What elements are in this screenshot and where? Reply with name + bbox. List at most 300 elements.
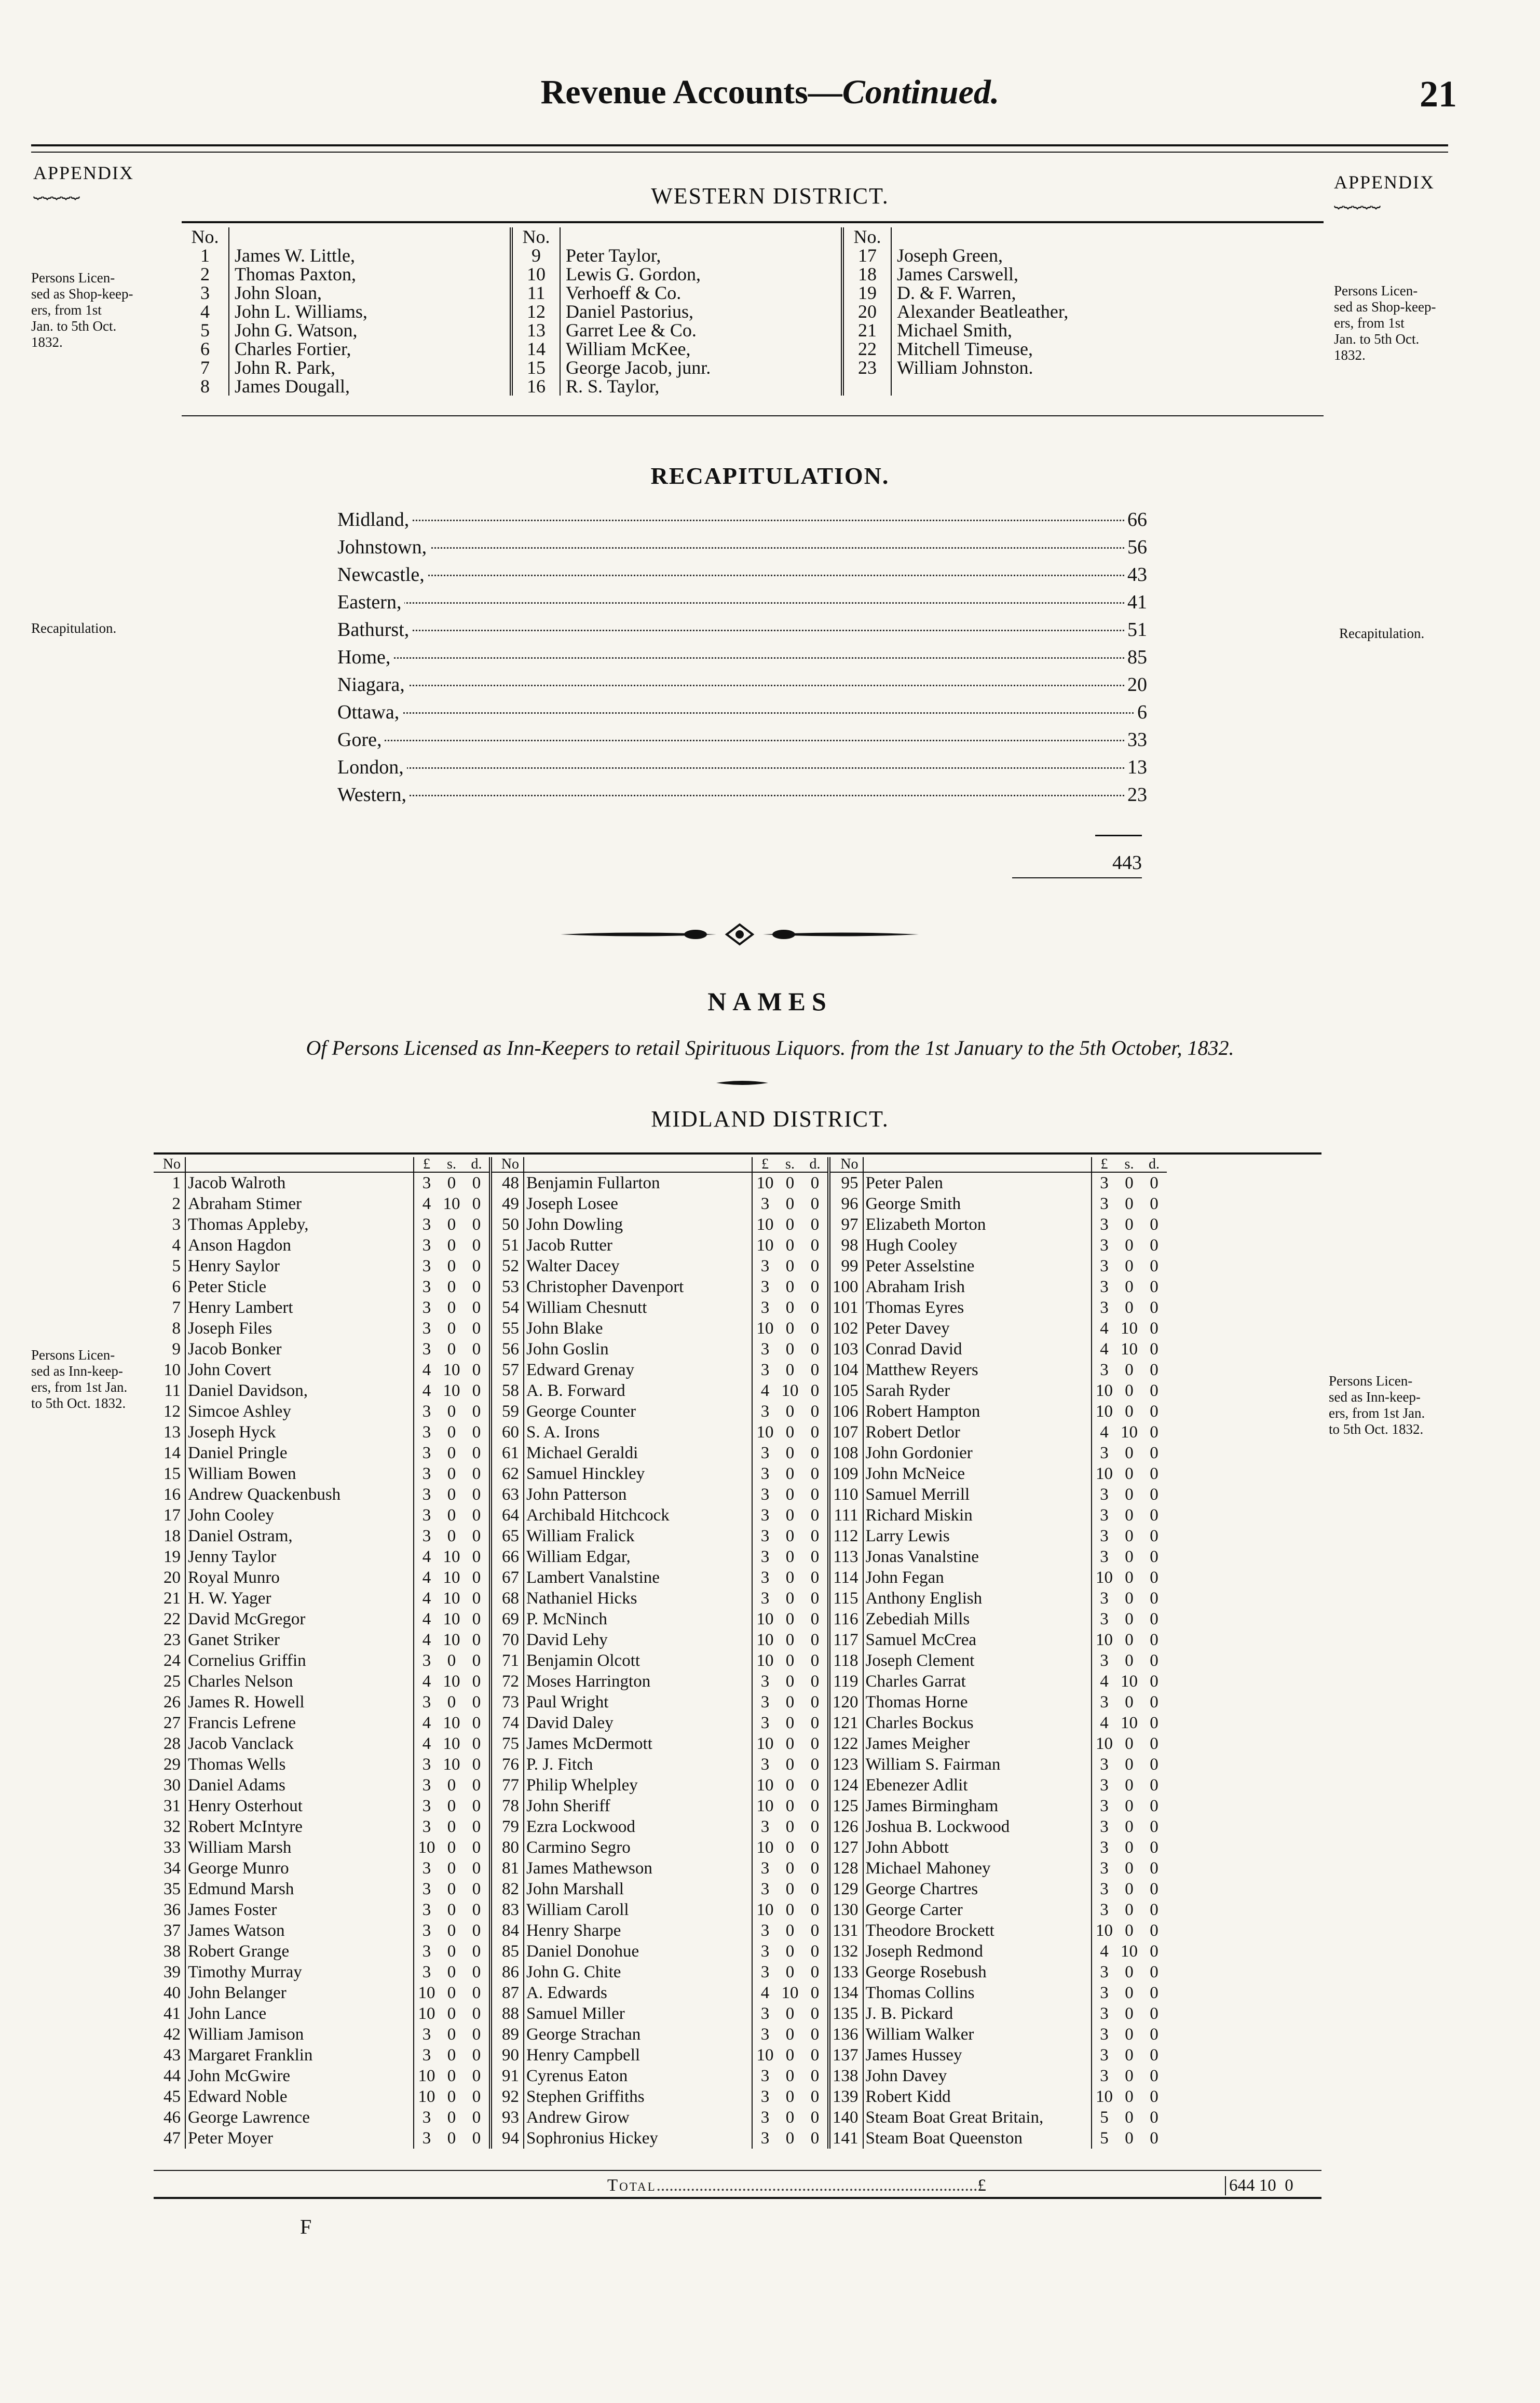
entry-pence: 0 (802, 2086, 829, 2107)
entry-pounds: 5 (1092, 2128, 1117, 2149)
entry-pounds: 10 (1092, 1567, 1117, 1588)
table-row: No. No. No. (182, 227, 1172, 246)
entry-pence: 0 (1150, 1298, 1159, 1317)
entry-number: 72 (490, 1671, 524, 1692)
entry-shillings: 0 (785, 1880, 795, 1898)
entry-number: 69 (490, 1609, 524, 1630)
entry-shillings: 0 (1125, 1963, 1134, 1981)
entry-name: Margaret Franklin (188, 2046, 313, 2065)
entry-number: 71 (490, 1650, 524, 1671)
entry-name: Timothy Murray (188, 1963, 302, 1981)
entry-name: William Fralick (526, 1527, 635, 1545)
entry-name: Stephen Griffiths (526, 2087, 645, 2106)
western-rule (182, 221, 1324, 223)
entry-pence: 0 (802, 1297, 829, 1318)
entry-pounds: 3 (1092, 1505, 1117, 1526)
entry-number: 120 (829, 1692, 863, 1713)
entry-pounds: 3 (752, 1546, 778, 1567)
entry-name: John McGwire (188, 2067, 291, 2085)
total-row: Total...........................................................................£ 644 10 0 (607, 2176, 1293, 2195)
entry-name: Anthony English (865, 1589, 983, 1608)
entry-shillings: 0 (1125, 1589, 1134, 1608)
entry-name: George Strachan (526, 2025, 641, 2044)
entry-pounds: 10 (752, 1899, 778, 1920)
entry-pence: 0 (464, 2024, 490, 2045)
entry-name: John G. Chite (526, 1963, 621, 1981)
table-row: 4 John L. Williams, 12 Daniel Pastorius, 20 Alexander Beatleather, (182, 302, 1172, 321)
entry-shillings: 0 (447, 1174, 456, 1192)
entry-name: Thomas Collins (865, 1984, 975, 2002)
entry-number: 18 (154, 1526, 185, 1546)
entry-name: Royal Munro (188, 1568, 280, 1587)
entry-number: 20 (154, 1567, 185, 1588)
table-row (154, 1567, 1167, 1588)
entry-name: George Munro (188, 1859, 289, 1878)
entry-shillings: 0 (785, 1714, 795, 1732)
entry-pounds: 3 (1092, 1297, 1117, 1318)
recap-total: 443 (1112, 852, 1142, 874)
entry-pence: 0 (464, 1754, 490, 1775)
entry-name: P. J. Fitch (526, 1755, 593, 1774)
entry-shillings: 10 (443, 1568, 460, 1587)
entry-pence: 0 (802, 1339, 829, 1360)
midland-bottom-rule (154, 2170, 1321, 2171)
entry-shillings: 0 (785, 1734, 795, 1753)
entry-pounds: 3 (414, 2107, 439, 2128)
entry-pounds: 3 (752, 2086, 778, 2107)
table-row (154, 1899, 1167, 1920)
entry-shillings: 0 (447, 1236, 456, 1255)
ornament-center (735, 930, 744, 939)
entry-pounds: 3 (414, 1962, 439, 1983)
entry-pounds: 3 (752, 2107, 778, 2128)
small-ornament-shape (716, 1081, 768, 1085)
entry-number: 28 (154, 1733, 185, 1754)
header-rule-thin (31, 152, 1448, 153)
entry-pence: 0 (1150, 1672, 1159, 1691)
entry-shillings: 10 (443, 1589, 460, 1608)
entry-number: 111 (829, 1505, 863, 1526)
entry-shillings: 0 (785, 1610, 795, 1628)
entry-shillings: 0 (1125, 1298, 1134, 1317)
entry-number: 102 (829, 1318, 863, 1339)
entry-name: Theodore Brockett (865, 1921, 994, 1940)
entry-pounds: 3 (1092, 1214, 1117, 1235)
entry-pence: 0 (1150, 2067, 1159, 2085)
entry-number: 140 (829, 2107, 863, 2128)
entry-pence: 0 (802, 1941, 829, 1962)
entry-shillings: 0 (785, 1485, 795, 1504)
entry-pence: 0 (464, 1443, 490, 1463)
entry-name: William Bowen (188, 1464, 296, 1483)
entry-pounds: 3 (414, 1318, 439, 1339)
entry-shillings: 10 (1121, 1942, 1138, 1961)
entry-number: 105 (829, 1380, 863, 1401)
entry-shillings: 0 (785, 1340, 795, 1359)
table-row (154, 1214, 1167, 1235)
entry-pence: 0 (1150, 1963, 1159, 1981)
entry-shillings: 0 (1125, 1880, 1134, 1898)
entry-shillings: 0 (785, 1278, 795, 1296)
entry-shillings: 0 (1125, 1381, 1134, 1400)
entry-pence: 0 (802, 1526, 829, 1546)
entry-pounds: 3 (752, 1505, 778, 1526)
entry-pence: 0 (1150, 1402, 1159, 1421)
entry-pence: 0 (802, 1235, 829, 1256)
entry-pence: 0 (464, 1318, 490, 1339)
entry-name: Edward Noble (188, 2087, 288, 2106)
entry-shillings: 0 (1125, 1174, 1134, 1192)
table-row (154, 2107, 1167, 2128)
entry-name: John Goslin (526, 1340, 609, 1359)
entry-pounds: 3 (752, 2128, 778, 2149)
entry-number: 135 (829, 2003, 863, 2024)
entry-pounds: 3 (414, 1339, 439, 1360)
entry-name: Daniel Ostram, (188, 1527, 293, 1545)
entry-pounds: 3 (752, 2066, 778, 2086)
entry-pounds: 3 (414, 1443, 439, 1463)
entry-shillings: 0 (1125, 1859, 1134, 1878)
entry-name: Henry Sharpe (526, 1921, 621, 1940)
entry-name: Paul Wright (526, 1693, 609, 1712)
entry-name: William Edgar, (526, 1547, 631, 1566)
entry-pounds: 3 (414, 1277, 439, 1297)
entry-pence: 0 (464, 1692, 490, 1713)
entry-number: 106 (829, 1401, 863, 1422)
entry-number: 93 (490, 2107, 524, 2128)
entry-number: 4 (154, 1235, 185, 1256)
table-row (154, 2066, 1167, 2086)
entry-number: 115 (829, 1588, 863, 1609)
recap-title: RECAPITULATION. (650, 463, 890, 489)
signature-mark: F (300, 2215, 312, 2238)
entry-shillings: 10 (443, 1755, 460, 1774)
entry-pounds: 10 (752, 1796, 778, 1816)
entry-number: 81 (490, 1858, 524, 1879)
entry-pence: 0 (802, 1630, 829, 1650)
entry-number: 64 (490, 1505, 524, 1526)
entry-name: Benjamin Olcott (526, 1651, 640, 1670)
entry-number: 121 (829, 1713, 863, 1733)
table-row: 1 James W. Little, 9 Peter Taylor, 17 Joseph Green, (182, 246, 1172, 265)
entry-shillings: 0 (785, 2004, 795, 2023)
entry-name: Michael Mahoney (865, 1859, 991, 1878)
entry-pounds: 3 (414, 1899, 439, 1920)
entry-pence: 0 (464, 1214, 490, 1235)
entry-pounds: 3 (752, 1297, 778, 1318)
entry-pence: 0 (802, 1380, 829, 1401)
entry-pence: 0 (464, 1297, 490, 1318)
entry-name: Simcoe Ashley (188, 1402, 291, 1421)
entry-name: Sarah Ryder (865, 1381, 950, 1400)
entry-pounds: 3 (752, 1962, 778, 1983)
table-row (154, 1692, 1167, 1713)
entry-shillings: 0 (785, 1174, 795, 1192)
entry-name: John Davey (865, 2067, 947, 2085)
entry-shillings: 10 (1121, 1340, 1138, 1359)
midland-top-rule (154, 1152, 1321, 1155)
entry-name: George Counter (526, 1402, 636, 1421)
entry-pounds: 10 (1092, 1733, 1117, 1754)
entry-pounds: 4 (1092, 1713, 1117, 1733)
entry-pounds: 3 (414, 2024, 439, 2045)
recap-row: Bathurst, 51 (337, 616, 1147, 644)
entry-name: Michael Geraldi (526, 1444, 638, 1462)
entry-pence: 0 (1150, 1527, 1159, 1545)
entry-pounds: 3 (1092, 2003, 1117, 2024)
entry-pounds: 3 (414, 1214, 439, 1235)
table-row (154, 1816, 1167, 1837)
entry-shillings: 0 (447, 1900, 456, 1919)
entry-number: 40 (154, 1983, 185, 2003)
entry-pounds: 3 (1092, 2024, 1117, 2045)
entry-number: 41 (154, 2003, 185, 2024)
entry-pence: 0 (802, 1401, 829, 1422)
appendix-label-right: APPENDIX (1334, 172, 1435, 193)
entry-shillings: 0 (1125, 1278, 1134, 1296)
entry-shillings: 0 (785, 1215, 795, 1234)
entry-pounds: 10 (414, 1837, 439, 1858)
entry-pence: 0 (802, 1505, 829, 1526)
entry-name: Carmino Segro (526, 1838, 631, 1857)
entry-number: 58 (490, 1380, 524, 1401)
entry-pounds: 10 (752, 1235, 778, 1256)
entry-name: Nathaniel Hicks (526, 1589, 637, 1608)
entry-pounds: 3 (752, 1443, 778, 1463)
entry-pounds: 4 (414, 1630, 439, 1650)
entry-pence: 0 (1150, 2087, 1159, 2106)
table-row (154, 1962, 1167, 1983)
entry-shillings: 0 (1125, 2129, 1134, 2148)
entry-pence: 0 (464, 1713, 490, 1733)
entry-number: 88 (490, 2003, 524, 2024)
entry-name: Steam Boat Queenston (865, 2129, 1023, 2148)
entry-name: James Meigher (865, 1734, 970, 1753)
entry-pence: 0 (802, 1899, 829, 1920)
entry-pence: 0 (802, 1484, 829, 1505)
entry-name: James Birmingham (865, 1797, 999, 1815)
entry-pounds: 3 (414, 1879, 439, 1899)
table-row (154, 1172, 1167, 1193)
ornament-divider (561, 921, 919, 947)
entry-pounds: 3 (752, 1277, 778, 1297)
entry-pounds: 3 (414, 1235, 439, 1256)
table-row (154, 2086, 1167, 2107)
entry-pounds: 3 (414, 1484, 439, 1505)
entry-name: Thomas Appleby, (188, 1215, 309, 1234)
entry-pounds: 4 (414, 1567, 439, 1588)
entry-shillings: 0 (447, 1693, 456, 1712)
ornament-bead (772, 930, 795, 939)
entry-number: 17 (154, 1505, 185, 1526)
entry-pounds: 3 (752, 1484, 778, 1505)
entry-pounds: 3 (752, 1713, 778, 1733)
page-number: 21 (1420, 73, 1457, 115)
entry-number: 50 (490, 1214, 524, 1235)
entry-number: 89 (490, 2024, 524, 2045)
entry-number: 125 (829, 1796, 863, 1816)
entry-pence: 0 (1150, 1838, 1159, 1857)
entry-name: John Dowling (526, 1215, 623, 1234)
entry-name: S. A. Irons (526, 1423, 600, 1442)
entry-shillings: 0 (447, 1485, 456, 1504)
entry-number: 45 (154, 2086, 185, 2107)
entry-name: George Rosebush (865, 1963, 987, 1981)
entry-pence: 0 (802, 1837, 829, 1858)
entry-shillings: 10 (443, 1381, 460, 1400)
table-row: 6 Charles Fortier, 14 William McKee, 22 Mitchell Timeuse, (182, 340, 1172, 358)
table-row (154, 1484, 1167, 1505)
entry-name: J. B. Pickard (865, 2004, 953, 2023)
entry-name: Ganet Striker (188, 1631, 280, 1649)
entry-name: John Gordonier (865, 1444, 973, 1462)
entry-number: 136 (829, 2024, 863, 2045)
entry-pence: 0 (802, 1983, 829, 2003)
entry-pence: 0 (1150, 2004, 1159, 2023)
entry-shillings: 0 (785, 1921, 795, 1940)
entry-pounds: 3 (1092, 1277, 1117, 1297)
recap-row: Johnstown, 56 (337, 534, 1147, 561)
recap-row: Western, 23 (337, 781, 1147, 809)
entry-pounds: 10 (752, 1630, 778, 1650)
entry-name: William Jamison (188, 2025, 304, 2044)
table-row (154, 1401, 1167, 1422)
recap-row: London, 13 (337, 754, 1147, 781)
entry-pence: 0 (1150, 1506, 1159, 1525)
entry-pence: 0 (464, 1401, 490, 1422)
entry-pence: 0 (1150, 1547, 1159, 1566)
entry-shillings: 0 (785, 1423, 795, 1442)
entry-number: 137 (829, 2045, 863, 2066)
entry-shillings: 0 (1125, 1257, 1134, 1275)
entry-number: 57 (490, 1360, 524, 1380)
entry-name: Anson Hagdon (188, 1236, 291, 1255)
entry-shillings: 10 (1121, 1714, 1138, 1732)
entry-number: 66 (490, 1546, 524, 1567)
entry-shillings: 0 (447, 2067, 456, 2085)
entry-number: 62 (490, 1463, 524, 1484)
entry-name: Henry Saylor (188, 1257, 280, 1275)
entry-pence: 0 (802, 1443, 829, 1463)
entry-shillings: 0 (785, 1755, 795, 1774)
entry-number: 46 (154, 2107, 185, 2128)
entry-pounds: 3 (414, 1650, 439, 1671)
entry-pounds: 3 (1092, 1858, 1117, 1879)
entry-shillings: 0 (447, 1797, 456, 1815)
entry-number: 84 (490, 1920, 524, 1941)
entry-shillings: 0 (785, 2025, 795, 2044)
recap-row: Niagara, 20 (337, 671, 1147, 699)
table-row (154, 1422, 1167, 1443)
entry-pence: 0 (464, 1983, 490, 2003)
entry-pence: 0 (1150, 1340, 1159, 1359)
table-row (154, 1609, 1167, 1630)
entry-pounds: 3 (752, 1858, 778, 1879)
entry-shillings: 0 (1125, 1921, 1134, 1940)
entry-name: William S. Fairman (865, 1755, 1001, 1774)
entry-pounds: 3 (414, 1858, 439, 1879)
entry-number: 114 (829, 1567, 863, 1588)
entry-shillings: 0 (1125, 1651, 1134, 1670)
entry-pence: 0 (802, 1692, 829, 1713)
entry-name: Peter Sticle (188, 1278, 267, 1296)
entry-shillings: 0 (785, 1319, 795, 1338)
entry-shillings: 0 (1125, 1215, 1134, 1234)
entry-shillings: 0 (447, 1921, 456, 1940)
entry-shillings: 0 (1125, 1900, 1134, 1919)
table-row (154, 1339, 1167, 1360)
entry-name: Samuel Miller (526, 2004, 625, 2023)
entry-pence: 0 (1150, 1423, 1159, 1442)
western-table (182, 227, 1172, 396)
recap-total-rule (1012, 877, 1142, 878)
recap-side-label-left: Recapitulation. (31, 620, 117, 636)
entry-number: 122 (829, 1733, 863, 1754)
entry-pence: 0 (464, 1567, 490, 1588)
entry-pounds: 4 (1092, 1671, 1117, 1692)
western-side-note: Persons Licen- sed as Shop-keep- ers, from 1st Jan. to 5th Oct. 1832. (31, 270, 133, 350)
entry-shillings: 0 (1125, 1485, 1134, 1504)
entry-shillings: 0 (447, 1984, 456, 2002)
entry-pence: 0 (464, 1422, 490, 1443)
entry-number: 123 (829, 1754, 863, 1775)
entry-pence: 0 (464, 1526, 490, 1546)
entry-pounds: 3 (1092, 1775, 1117, 1796)
entry-pounds: 3 (414, 1816, 439, 1837)
entry-pence: 0 (802, 1671, 829, 1692)
entry-shillings: 0 (785, 1547, 795, 1566)
entry-number: 55 (490, 1318, 524, 1339)
table-row (154, 2045, 1167, 2066)
entry-shillings: 0 (1125, 2046, 1134, 2065)
entry-pounds: 3 (414, 1297, 439, 1318)
entry-number: 80 (490, 1837, 524, 1858)
entry-shillings: 0 (447, 1776, 456, 1795)
entry-pounds: 4 (414, 1713, 439, 1733)
table-row (154, 1796, 1167, 1816)
appendix-label-left: APPENDIX (33, 162, 134, 183)
entry-name: Abraham Stimer (188, 1194, 302, 1213)
entry-number: 8 (154, 1318, 185, 1339)
entry-pounds: 3 (1092, 1546, 1117, 1567)
entry-pence: 0 (464, 1339, 490, 1360)
entry-shillings: 0 (785, 1859, 795, 1878)
entry-pounds: 3 (1092, 1443, 1117, 1463)
entry-name: Daniel Pringle (188, 1444, 288, 1462)
entry-pence: 0 (1150, 1485, 1159, 1504)
entry-pence: 0 (802, 2024, 829, 2045)
entry-number: 36 (154, 1899, 185, 1920)
entry-name: A. Edwards (526, 1984, 607, 2002)
entry-shillings: 0 (1125, 1838, 1134, 1857)
entry-pence: 0 (1150, 1278, 1159, 1296)
entry-shillings: 0 (447, 1423, 456, 1442)
entry-name: Joseph Losee (526, 1194, 618, 1213)
entry-name: William Walker (865, 2025, 974, 2044)
table-row (154, 1360, 1167, 1380)
entry-name: Joseph Redmond (865, 1942, 983, 1961)
entry-name: Benjamin Fullarton (526, 1174, 660, 1192)
entry-name: Samuel Merrill (865, 1485, 970, 1504)
entry-pounds: 10 (1092, 1463, 1117, 1484)
entry-name: Samuel McCrea (865, 1631, 977, 1649)
entry-number: 79 (490, 1816, 524, 1837)
entry-shillings: 10 (443, 1714, 460, 1732)
brace-right: ⏟⏟⏟⏟⏟ (1334, 191, 1381, 208)
entry-shillings: 0 (785, 1631, 795, 1649)
entry-number: 91 (490, 2066, 524, 2086)
table-row (154, 1235, 1167, 1256)
